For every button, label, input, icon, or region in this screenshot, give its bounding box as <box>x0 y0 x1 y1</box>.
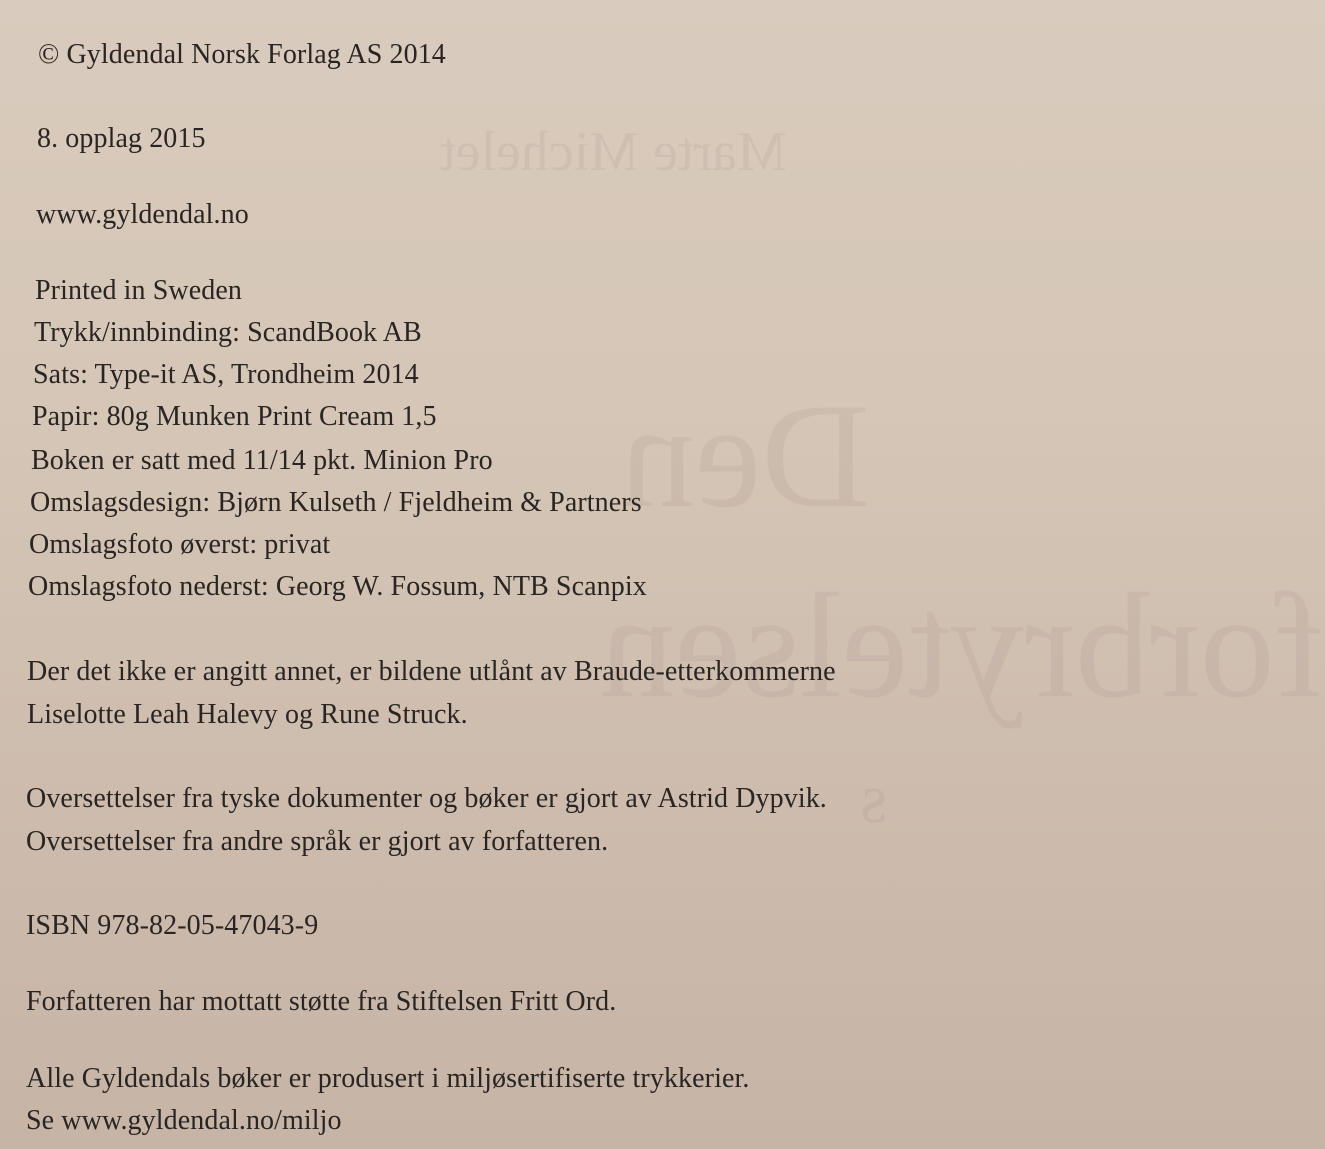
website-line: www.gyldendal.no <box>36 199 249 230</box>
cover-photo-top-line: Omslagsfoto øverst: privat <box>29 529 331 560</box>
environment-line-1: Alle Gyldendals bøker er produsert i miljøsertifiserte trykkerier. <box>26 1063 750 1094</box>
environment-line-2: Se www.gyldendal.no/miljo <box>26 1105 342 1136</box>
cover-design-line: Omslagsdesign: Bjørn Kulseth / Fjeldheim & Partners <box>30 487 642 518</box>
cover-photo-bottom-line: Omslagsfoto nederst: Georg W. Fossum, NTB Scanpix <box>28 571 647 602</box>
copyright-line: © Gyldendal Norsk Forlag AS 2014 <box>38 39 446 70</box>
bleed-through-author: Marte Michelet <box>440 121 787 183</box>
edition-line: 8. opplag 2015 <box>37 123 206 154</box>
support-line: Forfatteren har mottatt støtte fra Stiftelsen Fritt Ord. <box>26 986 617 1017</box>
typeface-line: Boken er satt med 11/14 pkt. Minion Pro <box>31 445 493 476</box>
typesetting-line: Sats: Type-it AS, Trondheim 2014 <box>33 359 419 390</box>
bleed-through-title-2: forbrytelsen <box>600 563 1325 729</box>
image-credit-line-1: Der det ikke er angitt annet, er bildene utlånt av Braude-etterkommerne <box>27 656 836 687</box>
bleed-through-title-1: Den <box>620 373 870 539</box>
translation-line-1: Oversettelser fra tyske dokumenter og bøker er gjort av Astrid Dypvik. <box>26 783 827 814</box>
printed-in-line: Printed in Sweden <box>35 275 243 306</box>
image-credit-line-2: Liselotte Leah Halevy og Rune Struck. <box>27 699 468 730</box>
print-binding-line: Trykk/innbinding: ScandBook AB <box>34 317 422 348</box>
translation-line-2: Oversettelser fra andre språk er gjort av forfatteren. <box>26 826 609 857</box>
bleed-through-fragment: s <box>860 761 888 838</box>
paper-line: Papir: 80g Munken Print Cream 1,5 <box>32 401 437 432</box>
isbn-line: ISBN 978-82-05-47043-9 <box>26 910 319 941</box>
